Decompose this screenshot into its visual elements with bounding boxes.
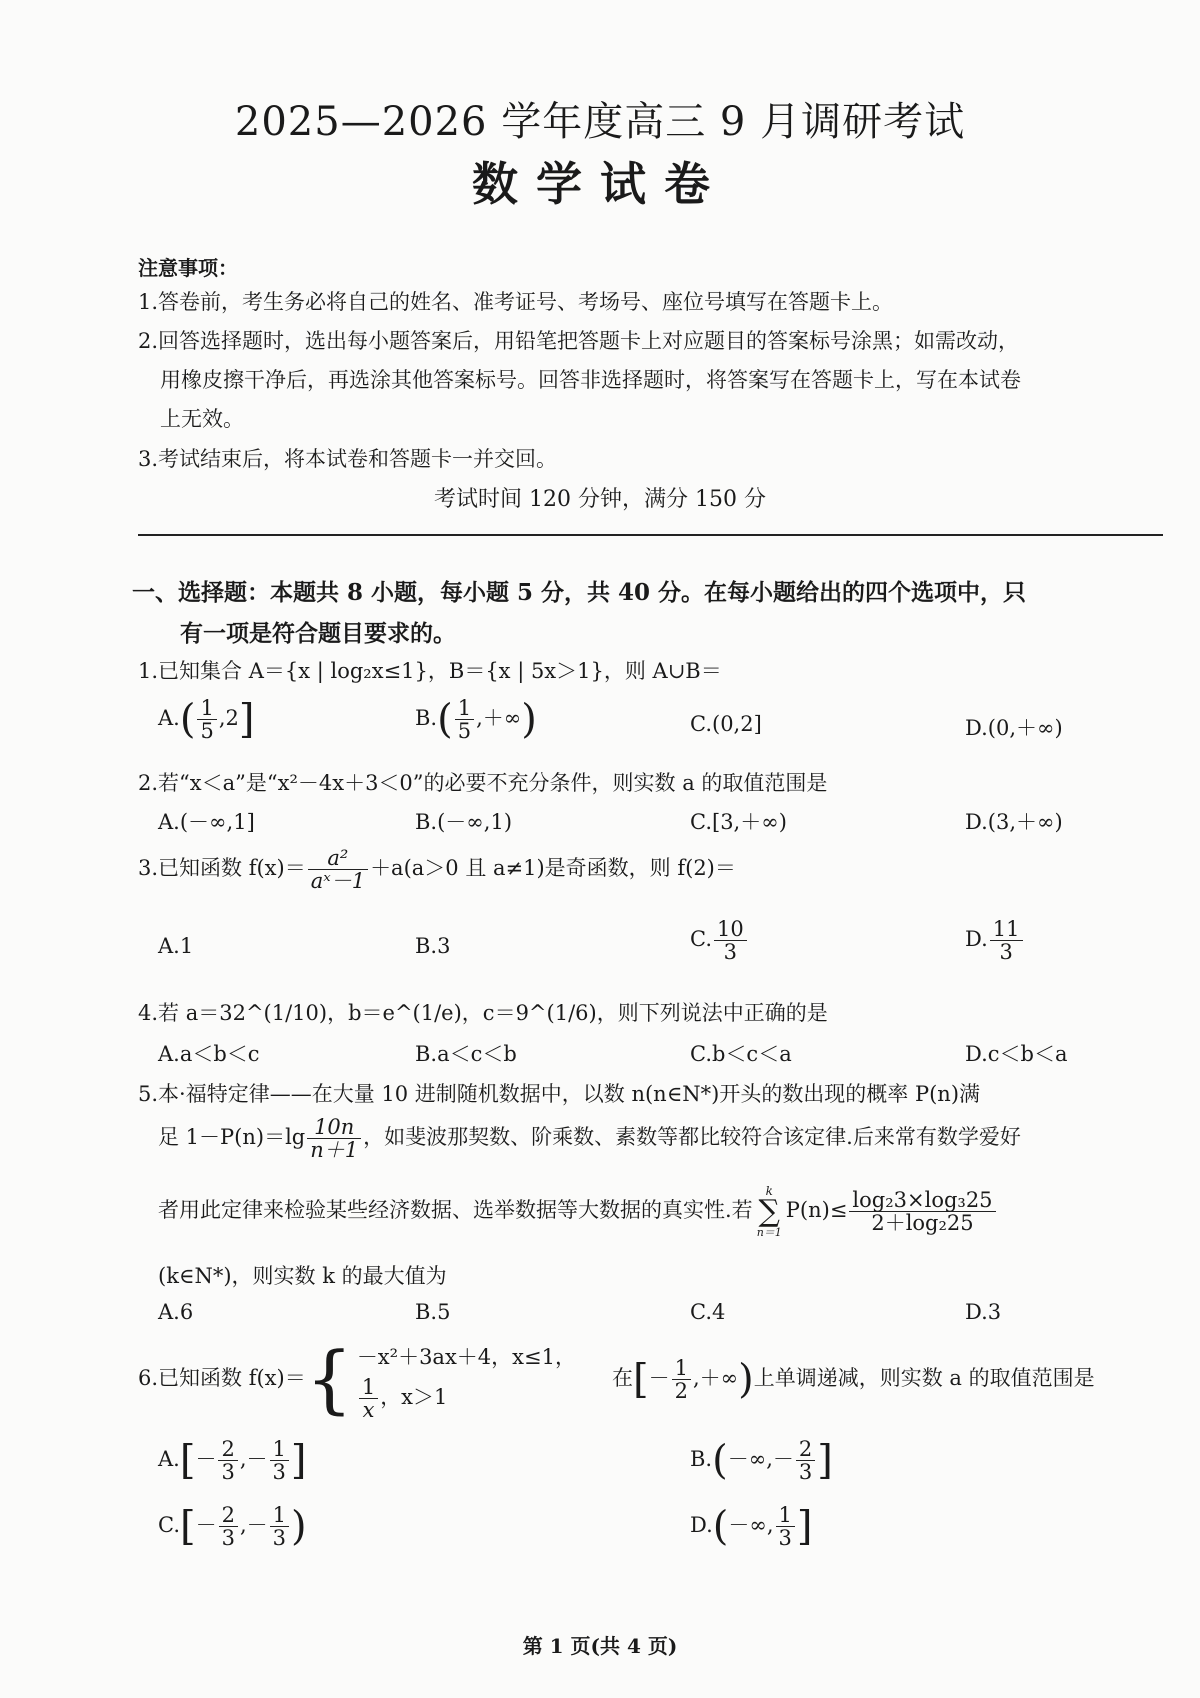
question-5-option-a: A.6	[158, 1300, 194, 1324]
question-4-option-a: A.a＜b＜c	[158, 1042, 260, 1066]
question-2-stem: 2.若“x＜a”是“x²－4x＋3＜0”的必要不充分条件，则实数 a 的取值范围是	[138, 771, 828, 795]
question-2-option-c: C.[3,＋∞)	[690, 810, 787, 834]
exam-time: 考试时间 120 分钟，满分 150 分	[434, 487, 766, 512]
page-footer: 第 1 页(共 4 页)	[522, 1634, 678, 1658]
question-4-option-b: B.a＜c＜b	[415, 1042, 517, 1066]
exam-title: 2025—2026 学年度高三 9 月调研考试	[234, 99, 966, 145]
question-6-option-a: A.[－ $\frac{2}{3}$ ,－ $\frac{1}{3}$ ]	[158, 1437, 307, 1485]
question-6-option-d: D.(－∞, $\frac{1}{3}$ ]	[690, 1503, 813, 1551]
question-5-line-4: (k∈N*)，则实数 k 的最大值为	[158, 1264, 447, 1288]
question-3-option-a: A.1	[158, 934, 194, 958]
question-6-option-b: B.(－∞,－ $\frac{2}{3}$ ]	[690, 1437, 833, 1485]
question-2-option-a: A.(－∞,1]	[158, 810, 255, 834]
section-1-heading	[132, 572, 1172, 654]
divider-line	[138, 534, 1163, 536]
question-3-option-b: B.3	[415, 934, 451, 958]
question-5-line-3: 者用此定律来检验某些经济数据、选举数据等大数据的真实性.若 k ∑ n＝1 P(n)≤ $\frac{\text{log₂3×log₃25}}{\text{2＋log₂25}}$	[158, 1185, 998, 1238]
question-4-option-c: C.b＜c＜a	[690, 1042, 792, 1066]
question-3-option-d: D. $\frac{11}{3}$	[965, 918, 1025, 963]
exam-subject-title: 数学试卷	[472, 157, 728, 211]
note-item-2-line-2: 用橡皮擦干净后，再选涂其他答案标号。回答非选择题时，将答案写在答题卡上，写在本试卷	[160, 368, 1021, 392]
question-5-line-1: 5.本·福特定律——在大量 10 进制随机数据中，以数 n(n∈N*)开头的数出现的概率 P(n)满	[138, 1082, 981, 1106]
question-5-option-c: C.4	[690, 1300, 726, 1324]
question-3-stem: 3.已知函数 f(x)＝ $\frac{\text{a²}}{\text{aˣ－1}}$ ＋a(a＞0 且 a≠1)是奇函数，则 f(2)＝	[138, 846, 736, 894]
notes-heading: 注意事项：	[138, 256, 238, 280]
question-1-option-a: A.( $\frac{1}{5}$ ,2]	[158, 696, 255, 744]
question-4-option-d: D.c＜b＜a	[965, 1042, 1068, 1066]
question-6-stem: 6.已知函数 f(x)＝{ －x²＋3ax＋4，x≤1， $\frac{1}{x}$ ，x＞1 在[－ $\frac{1}{2}$ ,＋∞)上单调递减，则实数 a 的取值范围是	[138, 1336, 1095, 1423]
question-1-option-c: C.(0,2]	[690, 712, 762, 736]
question-2-option-d: D.(3,＋∞)	[965, 810, 1063, 834]
question-5-line-2: 足 1－P(n)＝lg $\frac{10n}{n+1}$ ，如斐波那契数、阶乘数、素数等都比较符合该定律.后来常有数学爱好	[158, 1115, 1021, 1163]
note-item-3: 3.考试结束后，将本试卷和答题卡一并交回。	[138, 447, 558, 471]
question-5-option-d: D.3	[965, 1300, 1002, 1324]
question-5-option-b: B.5	[415, 1300, 451, 1324]
question-2-option-b: B.(－∞,1)	[415, 810, 513, 834]
question-6-option-c: C.[－ $\frac{2}{3}$ ,－ $\frac{1}{3}$ )	[158, 1503, 307, 1551]
question-1-option-d: D.(0,＋∞)	[965, 716, 1063, 740]
question-1-stem: 1.已知集合 A＝{x | log₂x≤1}，B＝{x | 5x＞1}，则 A∪B＝	[138, 659, 722, 683]
question-4-stem: 4.若 a＝32^(1/10)，b＝e^(1/e)，c＝9^(1/6)，则下列说法中正确的是	[138, 1001, 828, 1025]
note-item-2	[138, 322, 1168, 439]
section-1-line-1: 一、选择题：本题共 8 小题，每小题 5 分，共 40 分。在每小题给出的四个选项中，只	[132, 579, 1027, 606]
question-3-option-c: C. $\frac{10}{3}$	[690, 918, 749, 963]
section-1-line-2: 有一项是符合题目要求的。	[180, 620, 456, 647]
question-1-option-b: B.( $\frac{1}{5}$ ,＋∞)	[415, 696, 537, 744]
note-item-2-line-1: 2.回答选择题时，选出每小题答案后，用铅笔把答题卡上对应题目的答案标号涂黑；如需改动，	[138, 329, 1020, 353]
note-item-1: 1.答卷前，考生务必将自己的姓名、准考证号、考场号、座位号填写在答题卡上。	[138, 290, 894, 314]
note-item-2-line-3: 上无效。	[160, 407, 244, 431]
